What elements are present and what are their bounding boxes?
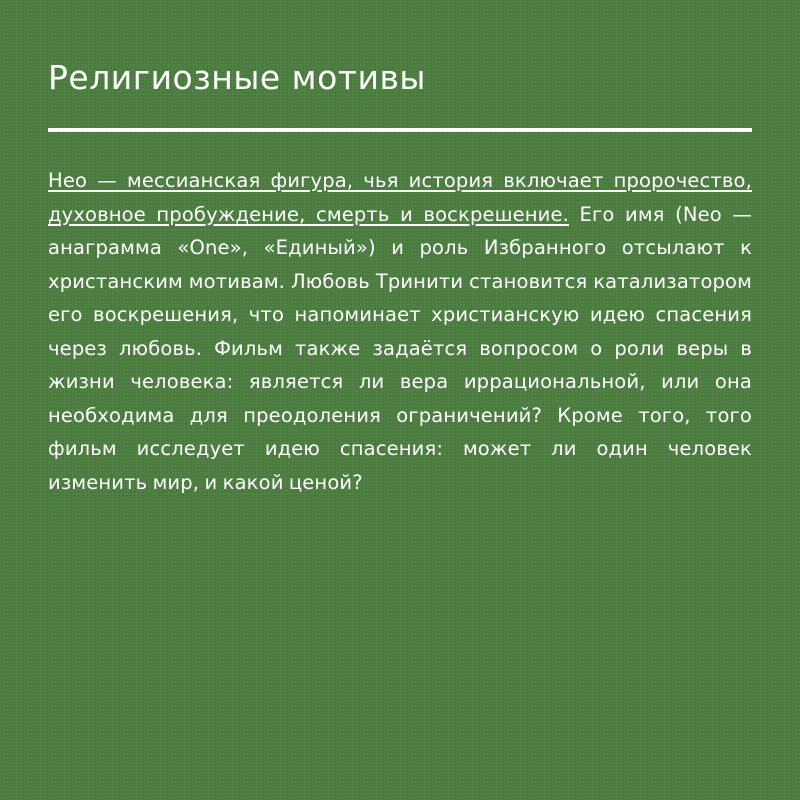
slide-title: Религиозные мотивы	[48, 58, 426, 97]
body-paragraph	[48, 164, 752, 499]
body-text: Его имя (Neo — анаграмма «One», «Единый») и роль Избранного отсылают к христанским мотивам. Любовь Тринити становится катализатором его воскрешения, что напоминает христианскую идею спасения через любовь. Фильм также задаётся вопросом о роли веры в жизни человека: является ли вера иррациональной, или она необходима для преодоления ограничений? Кроме того, того фильм исследует идею спасения: может ли один человек изменить мир, и какой ценой?	[48, 202, 752, 494]
title-divider	[48, 128, 752, 132]
underlined-phrase: Нео — мессианская фигура, чья история включает пророчество, духовное пробуждение, смерть и воскрешение.	[48, 169, 752, 226]
slide	[48, 0, 752, 800]
